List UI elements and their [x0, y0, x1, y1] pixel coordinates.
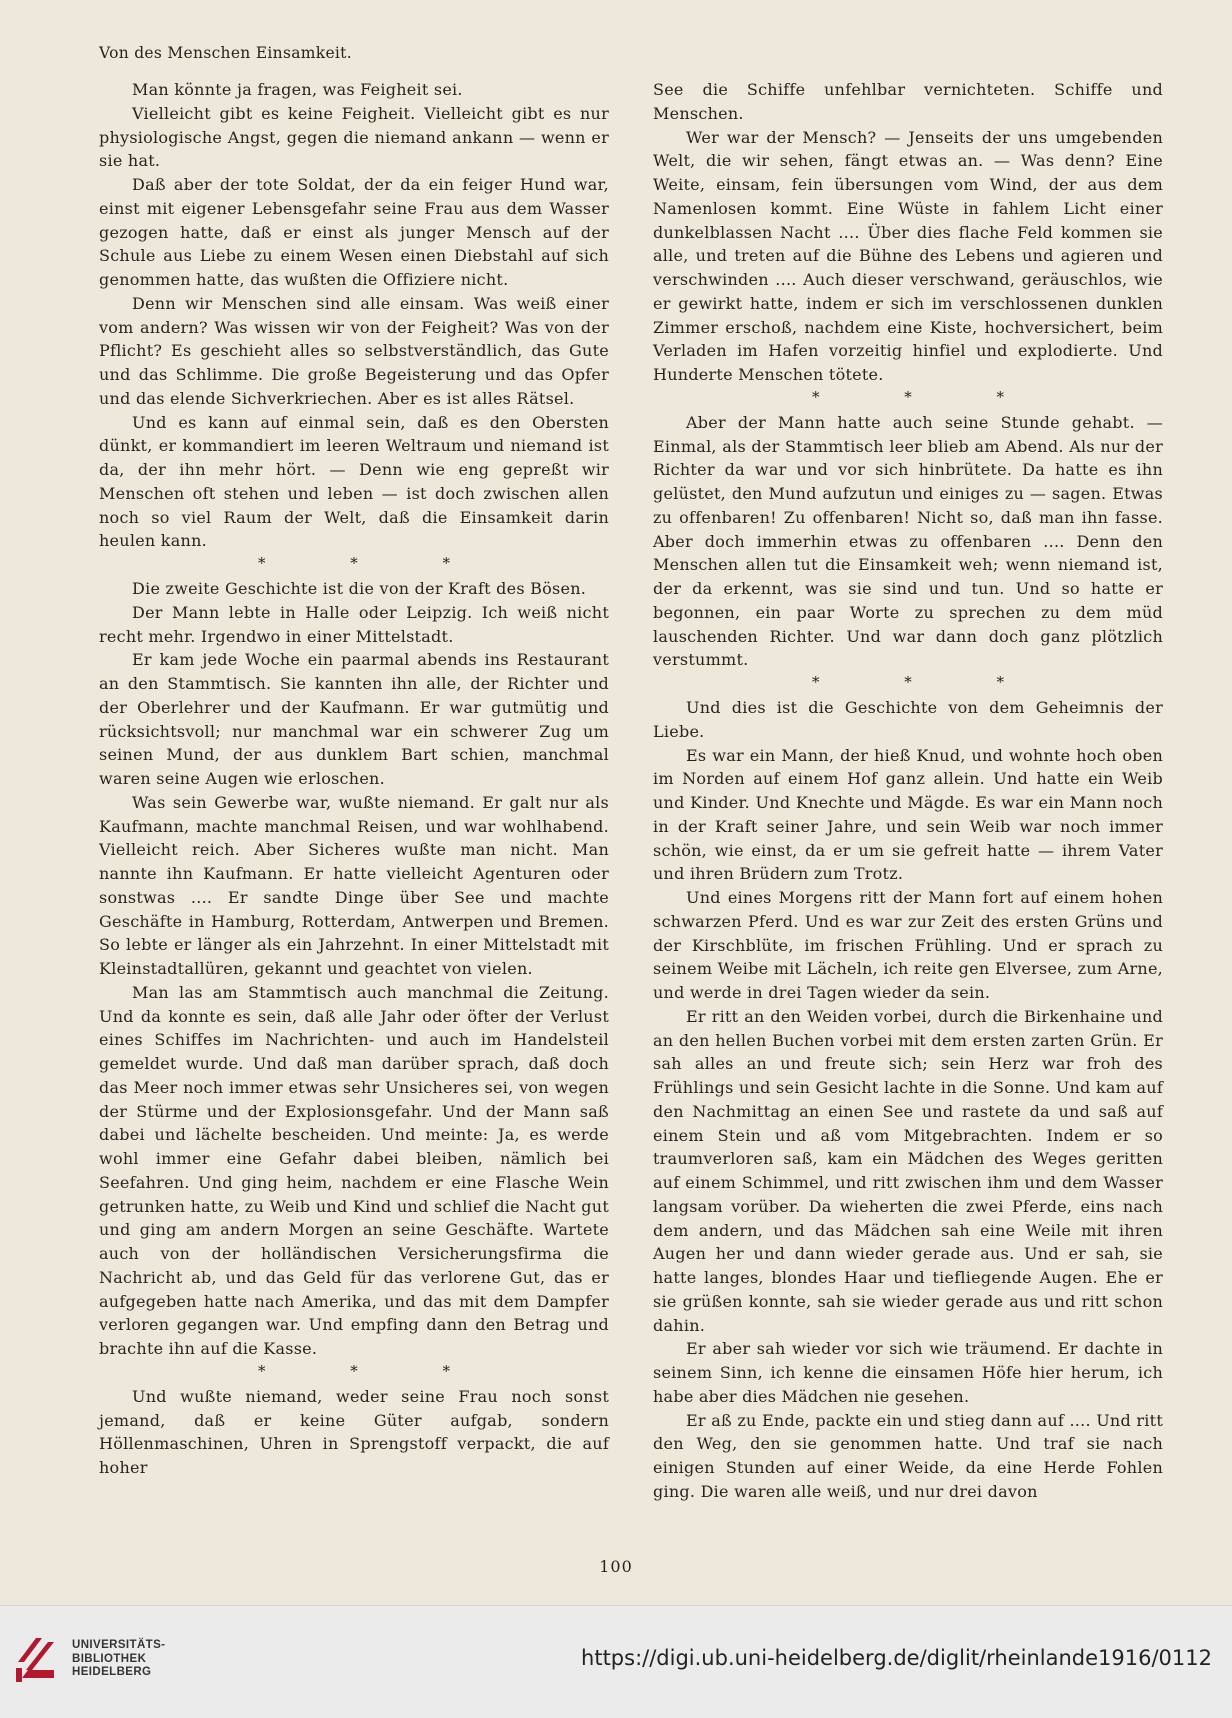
running-head: Von des Menschen Einsamkeit. [99, 44, 352, 62]
text-column-left [99, 78, 609, 1480]
paragraph: Der Mann lebte in Halle oder Leipzig. Ich weiß nicht recht mehr. Irgendwo in einer Mittelstadt. [99, 602, 609, 646]
university-library-logo-icon [14, 1632, 62, 1684]
paragraph: Er aß zu Ende, packte ein und stieg dann auf .... Und ritt den Weg, den sie genommen hatte. Und traf sie nach einigen Stunden auf einer Weide, da eine Herde Fohlen ging. Die waren alle weiß, und nur drei davon [653, 1410, 1163, 1501]
paragraph: Er kam jede Woche ein paarmal abends ins Restaurant an den Stammtisch. Sie kannten ihn alle, der Richter und der Oberlehrer und der Kaufmann. Er war gutmütig und rücksichtsvoll; nur manchmal war ein schwerer Zug um seinen Mund, der aus dunklem Bart schien, manchmal waren seine Augen wie erloschen. [99, 650, 609, 788]
library-name [72, 1639, 165, 1680]
paragraph: Und eines Morgens ritt der Mann fort auf einem hohen schwarzen Pferd. Und es war zur Zeit des ersten Grüns und der Kirschblüte, im frischen Frühling. Und er sprach zu seinem Weibe mit Lächeln, ich reite gen Elversee, zum Arne, und werde in drei Tagen wieder da sein. [653, 888, 1163, 1002]
paragraph: Man könnte ja fragen, was Feigheit sei. [132, 80, 463, 99]
page-number: 100 [599, 1557, 633, 1576]
text-column-right [653, 78, 1163, 1504]
paragraph: Er ritt an den Weiden vorbei, durch die Birkenhaine und an den hellen Buchen vorbei mit dem ersten zarten Grün. Er sah alles an und freute sich; sein Herz war froh des Frühlings und sein Gesicht lachte in die Sonne. Und kam auf den Nachmittag an einen See und rastete da und saß auf einem Stein und aß vom Mitgebrachten. Indem er so traumverloren saß, kam ein Mädchen des Weges geritten auf einem Schimmel, und ritt zwischen ihm und dem Wasser langsam vorüber. Da wieherten die zwei Pferde, eins nach dem andern, und das Mädchen sah eine Weile mit ihren Augen her und dann wieder gerade aus. Und er sah, sie hatte langes, blondes Haar und tiefliegende Augen. Ehe er sie grüßen konnte, sah sie wieder gerade aus und ritt schon dahin. [653, 1006, 1163, 1335]
library-name-line: HEIDELBERG [72, 1666, 152, 1678]
paragraph: Es war ein Mann, der hieß Knud, und wohnte hoch oben im Norden auf einem Hof ganz allein. Und hatte ein Weib und Kinder. Und Knechte und Mägde. Es war ein Mann noch in der Kraft seiner Jahre, und sein Weib war noch immer schön, wie einst, da er um sie gefreit hatte — ihrem Vater und ihren Brüdern zum Trotz. [653, 745, 1163, 884]
paragraph: Wer war der Mensch? — Jenseits der uns umgebenden Welt, die wir sehen, fängt etwas an. — Was denn? Eine Weite, einsam, fein übersungen vom Wind, der aus dem Namenlosen kommt. Eine Wüste in fahlem Licht einer dunkelblassen Nacht .... Über dies flache Feld kommen sie alle, und treten auf die Bühne des Lebens und agieren und verschwinden .... Auch dieser verschwand, geräuschlos, wie er gewirkt hatte, indem er sich im verschlossenen dunklen Zimmer erschoß, nachdem eine Kiste, hochversichert, beim Verladen im Hafen vorzeitig hinfiel und explodierte. Und Hunderte Menschen tötete. [653, 127, 1163, 384]
section-separator: * * * [257, 554, 491, 572]
paragraph: See die Schiffe unfehlbar vernichteten. Schiffe und Menschen. [653, 80, 1163, 123]
paragraph: Und es kann auf einmal sein, daß es den Obersten dünkt, er kommandiert im leeren Weltraum und niemand ist da, der ihn mehr hört. — Denn wie eng gepreßt wir Menschen oft stehen und leben — ist doch zwischen allen noch so viel Raum der Welt, daß die Einsamkeit darin heulen kann. [99, 412, 609, 551]
section-separator: * * * [811, 387, 1045, 406]
footer-bar [0, 1605, 1232, 1718]
paragraph: Denn wir Menschen sind alle einsam. Was weiß einer vom andern? Was wissen wir von der Feigheit? Was von der Pflicht? Es geschieht alles so selbstverständlich, das Gute und das Schlimme. Die große Begeisterung und das Opfer und das elende Sichverkriechen. Aber es ist alles Rätsel. [99, 293, 609, 408]
library-name-line: BIBLIOTHEK [72, 1652, 147, 1665]
paragraph: Daß aber der tote Soldat, der da ein feiger Hund war, einst mit eigener Lebensgefahr seine Frau aus dem Wasser gezogen hatte, daß er einst als junger Mensch auf der Schule aus Liebe zu einem Wesen einen Diebstahl auf sich genommen hatte, das wußten die Offiziere nicht. [99, 175, 609, 289]
paragraph: Aber der Mann hatte auch seine Stunde gehabt. — Einmal, als der Stammtisch leer blieb am Abend. Als nur der Richter da war und vor sich hinbrütete. Da hatte es ihn gelüstet, den Mund aufzutun und einiges zu — sagen. Etwas zu offenbaren! Zu offenbaren! Nicht so, daß man ihn fasse. Aber doch immerhin etwas zu offenbaren .... Denn den Menschen allen tut die Einsamkeit weh; wenn niemand ist, der da erkennt, was sie sind und tun. Und so hatte er begonnen, ein paar Worte zu sprechen zu dem müd lauschenden Richter. Und war dann doch ganz plötzlich verstummt. [653, 412, 1163, 670]
source-url-link[interactable]: https://digi.ub.uni-heidelberg.de/diglit/rheinlande1916/0112 [581, 1646, 1212, 1670]
paragraph: Und wußte niemand, weder seine Frau noch sonst jemand, daß er keine Güter aufgab, sondern Höllenmaschinen, Uhren in Sprengstoff verpackt, die auf hoher [99, 1386, 609, 1477]
paragraph: Und dies ist die Geschichte von dem Geheimnis der Liebe. [653, 698, 1163, 741]
paragraph: Was sein Gewerbe war, wußte niemand. Er galt nur als Kaufmann, machte manchmal Reisen, und war wohlhabend. Vielleicht reich. Aber Sicheres wußte man nicht. Man nannte ihn Kaufmann. Er hatte vielleicht Agenturen oder sonstwas .... Er sandte Dinge über See und machte Geschäfte in Hamburg, Rotterdam, Antwerpen und Bremen. So lebte er länger als ein Jahrzehnt. In einer Mittelstadt mit Kleinstadtallüren, gekannt und geachtet von vielen. [99, 792, 609, 978]
section-separator: * * * [811, 673, 1045, 691]
library-name-line: UNIVERSITÄTS- [72, 1639, 166, 1651]
section-separator: * * * [257, 1361, 491, 1380]
paragraph: Er aber sah wieder vor sich wie träumend. Er dachte in seinem Sinn, ich kenne die einsamen Höfe hier herum, ich habe aber dies Mädchen nie gesehen. [653, 1339, 1163, 1406]
paragraph: Die zweite Geschichte ist die von der Kraft des Bösen. [132, 579, 587, 598]
paragraph: Man las am Stammtisch auch manchmal die Zeitung. Und da konnte es sein, daß alle Jahr oder öfter der Verlust eines Schiffes im Nachrichten- und auch im Handelsteil gemeldet wurde. Und daß man darüber sprach, daß doch das Meer noch immer etwas sehr Unsicheres sei, von wegen der Stürme und der Explosionsgefahr. Und der Mann saß dabei und lächelte bescheiden. Und meinte: Ja, es werde wohl immer eine Gefahr dabei bleiben, nämlich bei Seefahren. Und ging heim, nachdem er eine Flasche Wein getrunken hatte, zu Weib und Kind und schlief die Nacht gut und ging am andern Morgen an seine Geschäfte. Wartete auch von der holländischen Versicherungsfirma die Nachricht ab, und das Geld für das verlorene Gut, das er aufgegeben hatte nach Amerika, und das mit dem Dampfer verloren gegangen war. Und empfing dann den Betrag und brachte ihn auf die Kasse. [99, 982, 609, 1358]
paragraph: Vielleicht gibt es keine Feigheit. Vielleicht gibt es nur physiologische Angst, gegen die niemand ankann — wenn er sie hat. [99, 103, 609, 171]
